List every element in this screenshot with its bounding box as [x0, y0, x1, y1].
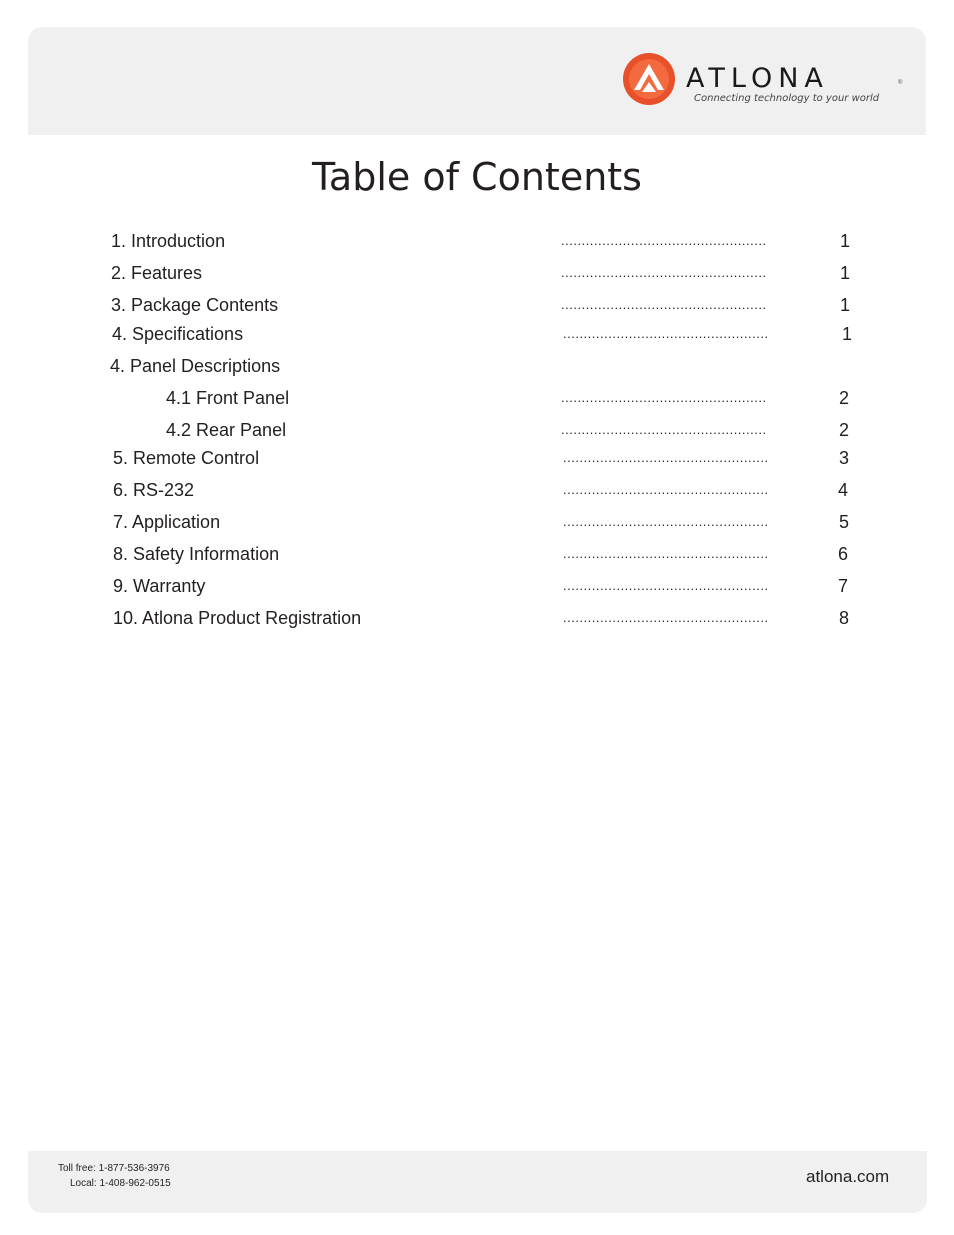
toc-page-number: 7 — [838, 576, 849, 596]
toc-page-number: 1 — [840, 263, 851, 283]
toc-page-number: 8 — [839, 608, 850, 628]
website-link[interactable]: atlona.com — [806, 1167, 890, 1186]
registered-mark: ® — [898, 80, 903, 86]
toc-entry-introduction[interactable]: 1. Introduction — [111, 231, 226, 251]
toc-entry-application[interactable]: 7. Application — [113, 512, 221, 532]
toc-leader: .................................................. — [563, 326, 769, 341]
toc-leader: .................................................. — [563, 514, 769, 529]
toc-leader: .................................................. — [561, 297, 767, 312]
toc-page-number: 4 — [838, 480, 849, 500]
toc-page-number: 2 — [839, 388, 850, 408]
toc-entry-front-panel[interactable]: 4.1 Front Panel — [166, 388, 290, 408]
toc-leader: .................................................. — [561, 233, 767, 248]
toc-entry-product-registration[interactable]: 10. Atlona Product Registration — [113, 608, 362, 628]
toc-page-number: 6 — [838, 544, 849, 564]
toll-free-number: Toll free: 1-877-536-3976 — [58, 1163, 170, 1174]
brand-tagline: Connecting technology to your world — [694, 93, 880, 104]
toc-entry-rs-232[interactable]: 6. RS-232 — [113, 480, 195, 500]
toc-leader: .................................................. — [563, 610, 769, 625]
toc-page-number: 5 — [839, 512, 850, 532]
toc-page-number: 1 — [840, 231, 851, 251]
toc-page-number: 1 — [840, 295, 851, 315]
toc-entry-safety-information[interactable]: 8. Safety Information — [113, 544, 280, 564]
local-number: Local: 1-408-962-0515 — [70, 1178, 171, 1189]
toc-entry-remote-control[interactable]: 5. Remote Control — [113, 448, 260, 468]
toc-leader: .................................................. — [563, 546, 769, 561]
toc-leader: .................................................. — [561, 390, 767, 405]
toc-entry-panel-descriptions[interactable]: 4. Panel Descriptions — [110, 356, 281, 376]
page-title: Table of Contents — [312, 155, 642, 199]
toc-leader: .................................................. — [561, 265, 767, 280]
toc-leader: .................................................. — [563, 482, 769, 497]
logo-wordmark: ATLONA — [686, 63, 829, 94]
toc-page-number: 2 — [839, 420, 850, 440]
toc-page-number: 3 — [839, 448, 850, 468]
toc-entry-package-contents[interactable]: 3. Package Contents — [111, 295, 279, 315]
toc-entry-rear-panel[interactable]: 4.2 Rear Panel — [166, 420, 287, 440]
toc-entry-features[interactable]: 2. Features — [111, 263, 203, 283]
toc-entry-specifications[interactable]: 4. Specifications — [112, 324, 244, 344]
toc-page-number: 1 — [842, 324, 853, 344]
toc-leader: .................................................. — [563, 578, 769, 593]
toc-entry-warranty[interactable]: 9. Warranty — [113, 576, 206, 596]
toc-leader: .................................................. — [563, 450, 769, 465]
toc-leader: .................................................. — [561, 422, 767, 437]
